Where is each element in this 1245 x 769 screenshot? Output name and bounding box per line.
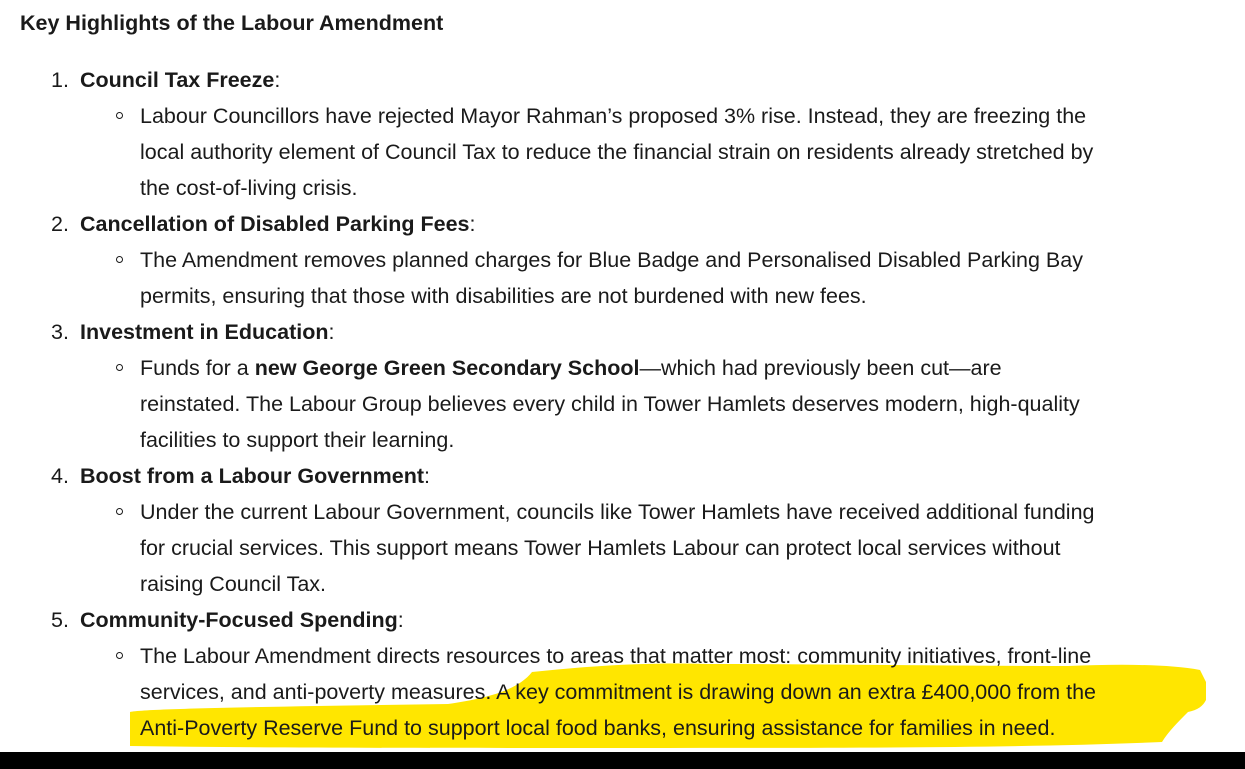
text-line: reinstated. The Labour Group believes every child in Tower Hamlets deserves modern, high-quality <box>140 392 1080 416</box>
item-title: Council Tax Freeze <box>80 68 275 92</box>
text-line: local authority element of Council Tax to reduce the financial strain on residents already stretched by <box>140 140 1094 164</box>
list-item <box>0 602 1245 746</box>
sub-bullet <box>0 638 1215 746</box>
text-line: Under the current Labour Government, councils like Tower Hamlets have received additional funding <box>140 500 1095 524</box>
list-number: 4. <box>51 464 69 488</box>
list-item <box>0 314 1245 458</box>
text-line-highlighted: services, and anti-poverty measures. A key commitment is drawing down an extra £400,000 from the <box>140 680 1097 704</box>
school-name-bold: new George Green Secondary School <box>254 356 640 380</box>
text-line: for crucial services. This support means Tower Hamlets Labour can protect local services without <box>140 536 1061 560</box>
item-title: Cancellation of Disabled Parking Fees <box>80 212 470 236</box>
circle-bullet-icon <box>116 112 123 119</box>
circle-bullet-icon <box>116 652 123 659</box>
item-title-colon: : <box>397 608 404 632</box>
bottom-black-bar <box>0 752 1245 769</box>
circle-bullet-icon <box>116 364 123 371</box>
text-prefix: Funds for a <box>140 356 255 380</box>
page-title: Key Highlights of the Labour Amendment <box>20 11 444 35</box>
text-line: Labour Councillors have rejected Mayor Rahman’s proposed 3% rise. Instead, they are freezing the <box>140 104 1087 128</box>
text-line: permits, ensuring that those with disabilities are not burdened with new fees. <box>140 284 867 308</box>
item-title: Investment in Education <box>80 320 329 344</box>
list-number: 5. <box>51 608 69 632</box>
text-line: raising Council Tax. <box>140 572 327 596</box>
sub-bullet <box>0 98 1215 206</box>
item-title-colon: : <box>328 320 335 344</box>
item-title-colon: : <box>274 68 281 92</box>
list-number: 1. <box>51 68 69 92</box>
item-title: Boost from a Labour Government <box>80 464 425 488</box>
sub-bullet <box>0 242 1215 314</box>
list-item <box>0 458 1245 602</box>
text-suffix: —which had previously been cut—are <box>639 356 1002 380</box>
list-number: 3. <box>51 320 69 344</box>
item-title-colon: : <box>424 464 431 488</box>
text-line <box>140 350 1215 386</box>
sub-bullet <box>0 350 1215 458</box>
text-line-highlighted: Anti-Poverty Reserve Fund to support local food banks, ensuring assistance for families in need. <box>140 716 1056 740</box>
text-line: The Amendment removes planned charges for Blue Badge and Personalised Disabled Parking Bay <box>140 248 1083 272</box>
text-line: the cost-of-living crisis. <box>140 176 358 200</box>
list-number: 2. <box>51 212 69 236</box>
sub-bullet <box>0 494 1215 602</box>
item-title-colon: : <box>469 212 476 236</box>
circle-bullet-icon <box>116 256 123 263</box>
circle-bullet-icon <box>116 508 123 515</box>
list-item <box>0 62 1245 206</box>
text-line: The Labour Amendment directs resources to areas that matter most: community initiatives, front-line <box>140 644 1092 668</box>
amendment-highlights-list <box>0 62 1245 746</box>
item-title: Community-Focused Spending <box>80 608 398 632</box>
list-item <box>0 206 1245 314</box>
text-line: facilities to support their learning. <box>140 428 455 452</box>
